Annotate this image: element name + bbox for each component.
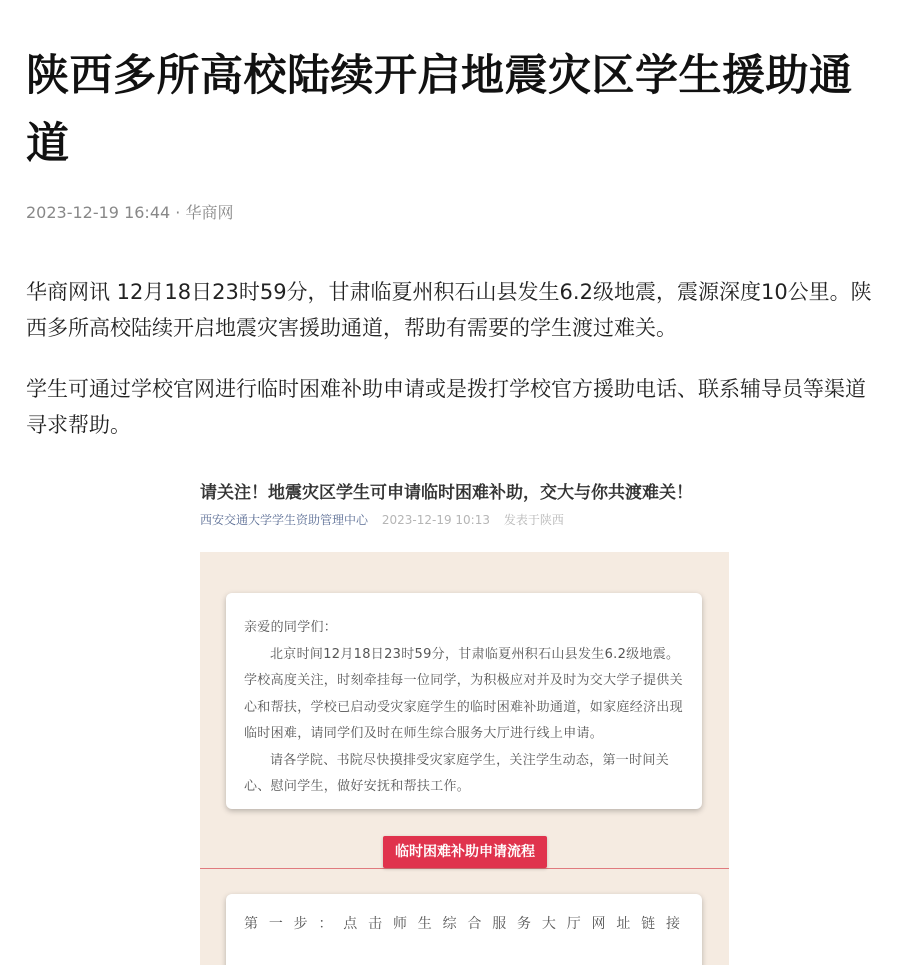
article-meta: 2023-12-19 16:44 · 华商网 — [26, 203, 234, 222]
article-paragraph-1: 华商网讯 12月18日23时59分，甘肃临夏州积石山县发生6.2级地震，震源深度10公里。陕西多所高校陆续开启地震灾害援助通道，帮助有需要的学生渡过难关。 — [26, 280, 872, 340]
process-label-badge: 临时困难补助申请流程 — [383, 836, 547, 868]
article-paragraph-2: 学生可通过学校官网进行临时困难补助申请或是拨打学校官方援助电话、联系辅导员等渠道寻求帮助。 — [26, 377, 866, 437]
embed-location: 发表于陕西 — [503, 513, 564, 527]
embed-datetime: 2023-12-19 10:13 — [381, 513, 490, 527]
step-card — [226, 894, 702, 965]
embed-source-link[interactable]: 西安交通大学学生资助管理中心 — [200, 513, 369, 527]
letter-card — [226, 593, 702, 809]
letter-body-2: 请各学院、书院尽快摸排受灾家庭学生，关注学生动态，第一时间关心、慰问学生，做好安抚和帮扶工作。 — [244, 752, 670, 794]
letter-greeting: 亲爱的同学们： — [244, 620, 338, 635]
embed-title: 请关注！地震灾区学生可申请临时困难补助，交大与你共渡难关！ — [200, 483, 693, 503]
letter-body-1: 北京时间12月18日23时59分，甘肃临夏州积石山县发生6.2级地震。学校高度关注，时刻牵挂每一位同学，为积极应对并及时为交大学子提供关心和帮扶，学校已启动受灾家庭学生的临时困难补助通道，如家庭经济出现临时困难，请同学们及时在师生综合服务大厅进行线上申请。 — [244, 646, 683, 741]
embedded-screenshot — [26, 466, 878, 965]
notice-poster — [200, 552, 729, 965]
embed-meta — [200, 512, 564, 528]
section-divider — [200, 868, 729, 869]
article-title: 陕西多所高校陆续开启地震灾区学生援助通道 — [26, 51, 853, 169]
step-1-text: 第一步：点击师生综合服务大厅网址链接 — [244, 916, 684, 932]
